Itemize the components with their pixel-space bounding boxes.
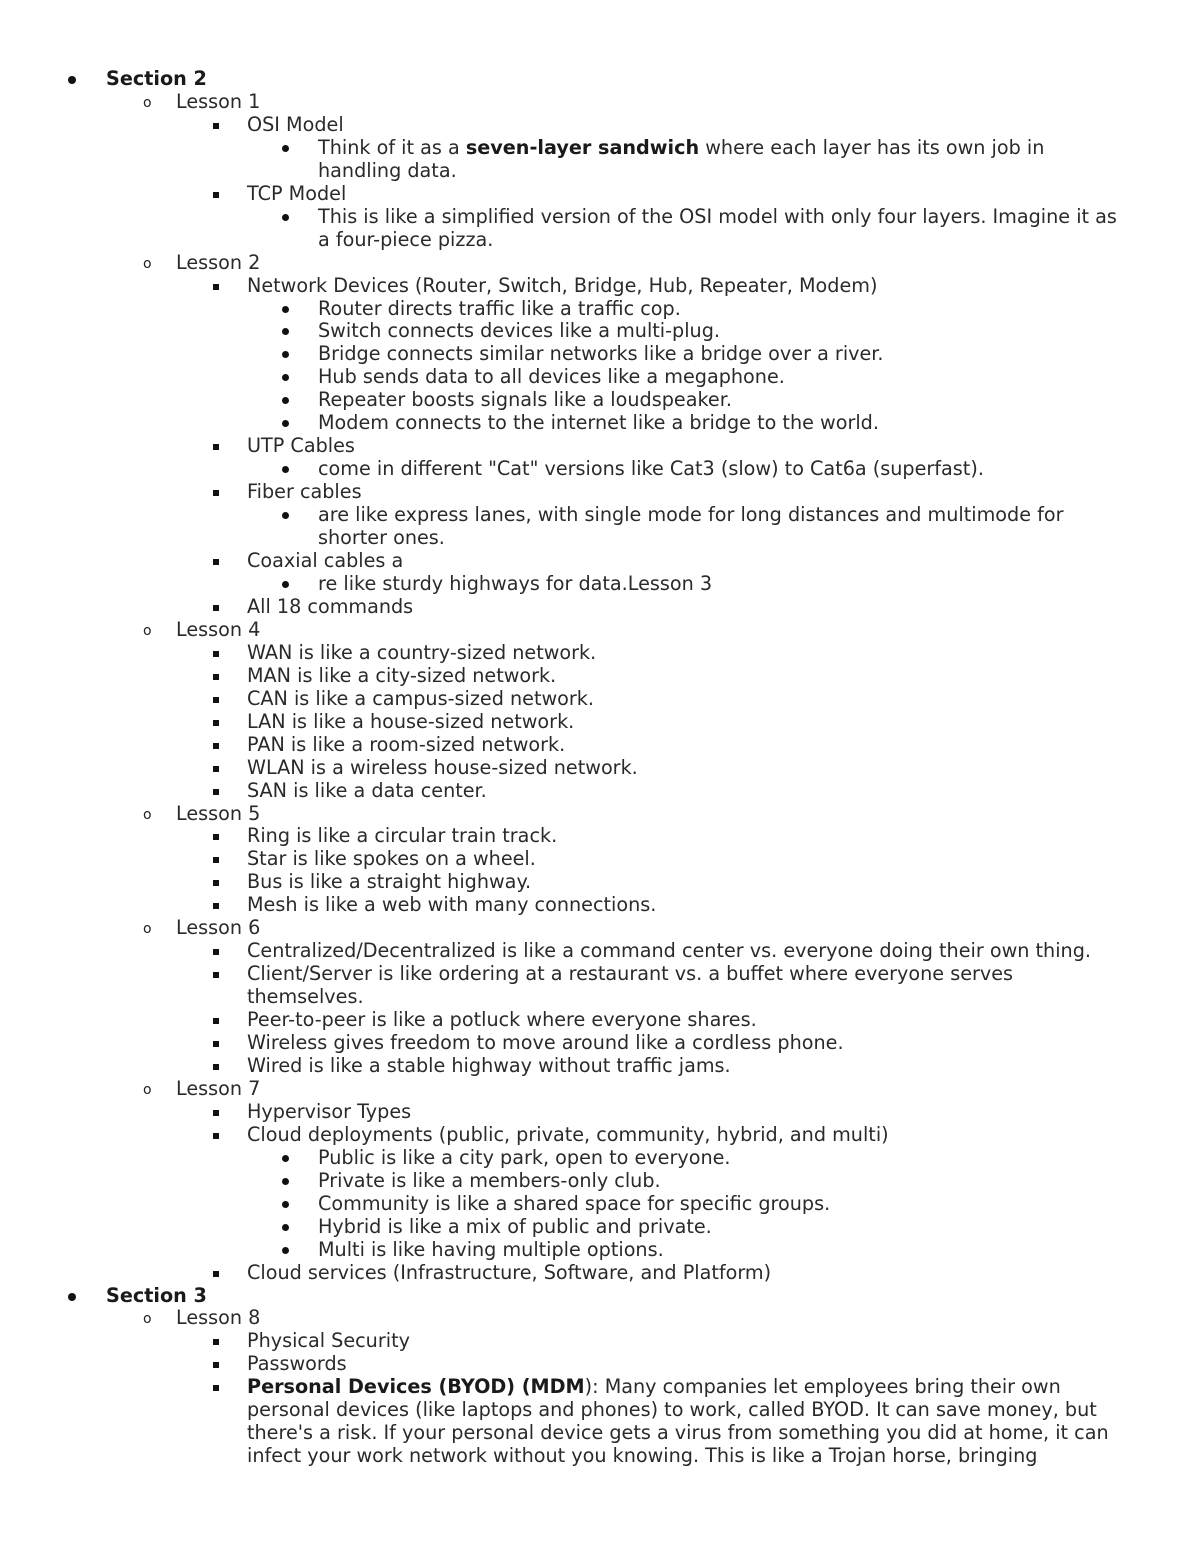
square-bullet-icon — [213, 743, 219, 749]
bullet-icon — [282, 581, 289, 588]
note-text: Bridge connects similar networks like a bridge over a river. — [318, 342, 884, 366]
circle-bullet-icon: o — [143, 1081, 152, 1098]
note-item — [0, 298, 1200, 321]
topic-label: Star is like spokes on a wheel. — [247, 847, 536, 871]
note-item — [0, 573, 1200, 596]
bullet-icon — [282, 306, 289, 313]
note-text: are like express lanes, with single mode for long distances and multimode for shorter ones. — [318, 503, 1064, 550]
topic-label: PAN is like a room-sized network. — [247, 732, 566, 756]
bullet-icon — [282, 145, 289, 152]
square-bullet-icon — [213, 1018, 219, 1024]
square-bullet-icon — [213, 697, 219, 703]
lesson-label: Lesson 2 — [176, 250, 261, 274]
square-bullet-icon — [213, 720, 219, 726]
topic-label: Mesh is like a web with many connections. — [247, 893, 657, 917]
bullet-icon — [282, 466, 289, 473]
note-text-part: where each layer has its own job in handling data. — [318, 135, 1045, 182]
topic-label: Bus is like a straight highway. — [247, 870, 532, 894]
note-text: come in different "Cat" versions like Cat3 (slow) to Cat6a (superfast). — [318, 457, 984, 481]
bullet-icon — [282, 214, 289, 221]
square-bullet-icon — [213, 857, 219, 863]
note-text: This is like a simplified version of the OSI model with only four layers. Imagine it as a four-piece pizza. — [318, 204, 1117, 251]
note-item — [0, 1239, 1200, 1262]
note-item — [0, 504, 1200, 550]
topic-label: OSI Model — [247, 112, 344, 136]
note-text: Private is like a members-only club. — [318, 1168, 661, 1192]
note-text: Switch connects devices like a multi-plug. — [318, 319, 721, 343]
square-bullet-icon — [213, 192, 219, 198]
lesson-heading — [0, 917, 1200, 940]
square-bullet-icon — [213, 1385, 219, 1391]
bullet-icon — [282, 328, 289, 335]
lesson-heading — [0, 252, 1200, 275]
square-bullet-icon — [213, 949, 219, 955]
note-item — [0, 1193, 1200, 1216]
square-bullet-icon — [213, 1339, 219, 1345]
topic-label: CAN is like a campus-sized network. — [247, 686, 595, 710]
circle-bullet-icon: o — [143, 622, 152, 639]
topic-item — [0, 940, 1200, 963]
square-bullet-icon — [213, 766, 219, 772]
lesson-label: Lesson 1 — [176, 89, 261, 113]
note-text: Hub sends data to all devices like a megaphone. — [318, 365, 785, 389]
lesson-label: Lesson 5 — [176, 801, 261, 825]
note-item — [0, 366, 1200, 389]
square-bullet-icon — [213, 444, 219, 450]
topic-item — [0, 734, 1200, 757]
topic-label: Network Devices (Router, Switch, Bridge, Hub, Repeater, Modem) — [247, 273, 878, 297]
section-title: Section 3 — [106, 1283, 207, 1307]
square-bullet-icon — [213, 789, 219, 795]
square-bullet-icon — [213, 880, 219, 886]
note-text: Repeater boosts signals like a loudspeaker. — [318, 388, 732, 412]
bullet-icon — [282, 1224, 289, 1231]
bullet-icon — [282, 374, 289, 381]
square-bullet-icon — [213, 490, 219, 496]
note-text: Hybrid is like a mix of public and private. — [318, 1214, 712, 1238]
note-text: Modem connects to the internet like a bridge to the world. — [318, 411, 879, 435]
topic-item — [0, 1124, 1200, 1147]
note-item — [0, 1170, 1200, 1193]
bullet-icon — [282, 1247, 289, 1254]
topic-label: Passwords — [247, 1352, 347, 1376]
topic-label: Ring is like a circular train track. — [247, 824, 558, 848]
bullet-icon — [68, 76, 76, 84]
topic-item — [0, 1353, 1200, 1376]
topic-label: Hypervisor Types — [247, 1099, 412, 1123]
topic-label: Cloud deployments (public, private, community, hybrid, and multi) — [247, 1122, 889, 1146]
topic-label: Physical Security — [247, 1329, 410, 1353]
note-item — [0, 1216, 1200, 1239]
circle-bullet-icon: o — [143, 806, 152, 823]
topic-item — [0, 1055, 1200, 1078]
note-item — [0, 458, 1200, 481]
topic-label: Client/Server is like ordering at a restaurant vs. a buffet where everyone serves themselves. — [247, 962, 1014, 1009]
square-bullet-icon — [213, 123, 219, 129]
topic-item — [0, 1330, 1200, 1353]
lesson-heading — [0, 803, 1200, 826]
note-emphasis: seven-layer sandwich — [465, 135, 700, 159]
square-bullet-icon — [213, 284, 219, 290]
topic-label: Centralized/Decentralized is like a command center vs. everyone doing their own thing. — [247, 939, 1091, 963]
topic-label: Fiber cables — [247, 480, 362, 504]
topic-item — [0, 596, 1200, 619]
square-bullet-icon — [213, 1362, 219, 1368]
lesson-label: Lesson 4 — [176, 617, 261, 641]
square-bullet-icon — [213, 1041, 219, 1047]
note-text: Community is like a shared space for specific groups. — [318, 1191, 831, 1215]
square-bullet-icon — [213, 834, 219, 840]
topic-paragraph — [247, 1376, 1137, 1468]
topic-item — [0, 550, 1200, 573]
circle-bullet-icon: o — [143, 921, 152, 938]
topic-item — [0, 1009, 1200, 1032]
topic-label: UTP Cables — [247, 434, 355, 458]
square-bullet-icon — [213, 1133, 219, 1139]
note-item — [0, 412, 1200, 435]
topic-label: Wired is like a stable highway without traffic jams. — [247, 1053, 731, 1077]
lesson-label: Lesson 7 — [176, 1076, 261, 1100]
bullet-icon — [282, 420, 289, 427]
note-item — [0, 137, 1200, 183]
topic-label: MAN is like a city-sized network. — [247, 663, 557, 687]
square-bullet-icon — [213, 1110, 219, 1116]
topic-item — [0, 275, 1200, 298]
bullet-icon — [68, 1293, 76, 1301]
topic-item — [0, 1032, 1200, 1055]
topic-label: Coaxial cables a — [247, 549, 404, 573]
note-text: re like sturdy highways for data.Lesson 3 — [318, 571, 713, 595]
bullet-icon — [282, 1178, 289, 1185]
topic-item — [0, 1376, 1200, 1468]
topic-label: Cloud services (Infrastructure, Software, and Platform) — [247, 1260, 772, 1284]
square-bullet-icon — [213, 1271, 219, 1277]
section-heading — [0, 68, 1200, 91]
square-bullet-icon — [213, 651, 219, 657]
topic-item — [0, 688, 1200, 711]
bullet-icon — [282, 1201, 289, 1208]
circle-bullet-icon: o — [143, 1311, 152, 1328]
square-bullet-icon — [213, 605, 219, 611]
lesson-label: Lesson 6 — [176, 916, 261, 940]
square-bullet-icon — [213, 1064, 219, 1070]
bullet-icon — [282, 397, 289, 404]
topic-item — [0, 665, 1200, 688]
topic-item — [0, 757, 1200, 780]
note-item — [0, 206, 1200, 252]
topic-item — [0, 642, 1200, 665]
note-text: Router directs traffic like a traffic cop. — [318, 296, 681, 320]
lesson-heading — [0, 1307, 1200, 1330]
topic-label: Peer-to-peer is like a potluck where everyone shares. — [247, 1008, 757, 1032]
lesson-label: Lesson 8 — [176, 1306, 261, 1330]
topic-item — [0, 894, 1200, 917]
note-text: Multi is like having multiple options. — [318, 1237, 664, 1261]
topic-item — [0, 848, 1200, 871]
bullet-icon — [282, 351, 289, 358]
topic-item — [0, 1101, 1200, 1124]
topic-label: All 18 commands — [247, 594, 414, 618]
note-text: Public is like a city park, open to everyone. — [318, 1145, 731, 1169]
topic-label: WAN is like a country-sized network. — [247, 640, 597, 664]
topic-item — [0, 711, 1200, 734]
section-heading — [0, 1285, 1200, 1308]
topic-label: SAN is like a data center. — [247, 778, 487, 802]
topic-paragraph-text: ): Many companies let employees bring their own personal devices (like laptops and phones) to work, called BYOD. It can save money, but there's a risk. If your personal device gets a virus from something you did at home, it can infect your work network without you knowing. This is like a Trojan horse, bringing — [247, 1375, 1109, 1468]
note-item — [0, 343, 1200, 366]
note-text-part: Think of it as a — [318, 135, 466, 159]
topic-item — [0, 871, 1200, 894]
document-page — [0, 68, 1200, 1468]
square-bullet-icon — [213, 674, 219, 680]
circle-bullet-icon: o — [143, 94, 152, 111]
topic-label: TCP Model — [247, 181, 347, 205]
note-item — [0, 1147, 1200, 1170]
bullet-icon — [282, 1155, 289, 1162]
topic-label: WLAN is a wireless house-sized network. — [247, 755, 638, 779]
note-item — [0, 320, 1200, 343]
topic-item — [0, 963, 1200, 1009]
topic-item — [0, 114, 1200, 137]
topic-item — [0, 1262, 1200, 1285]
lesson-heading — [0, 619, 1200, 642]
note-item — [0, 389, 1200, 412]
lesson-heading — [0, 91, 1200, 114]
note-text — [318, 137, 1118, 183]
topic-label: Wireless gives freedom to move around like a cordless phone. — [247, 1031, 844, 1055]
topic-item — [0, 435, 1200, 458]
circle-bullet-icon: o — [143, 255, 152, 272]
topic-item — [0, 825, 1200, 848]
topic-label: LAN is like a house-sized network. — [247, 709, 575, 733]
bullet-icon — [282, 512, 289, 519]
topic-item — [0, 183, 1200, 206]
square-bullet-icon — [213, 972, 219, 978]
section-title: Section 2 — [106, 67, 207, 90]
square-bullet-icon — [213, 903, 219, 909]
square-bullet-icon — [213, 559, 219, 565]
lesson-heading — [0, 1078, 1200, 1101]
topic-item — [0, 481, 1200, 504]
topic-emphasis: Personal Devices (BYOD) (MDM — [247, 1375, 585, 1399]
topic-item — [0, 780, 1200, 803]
